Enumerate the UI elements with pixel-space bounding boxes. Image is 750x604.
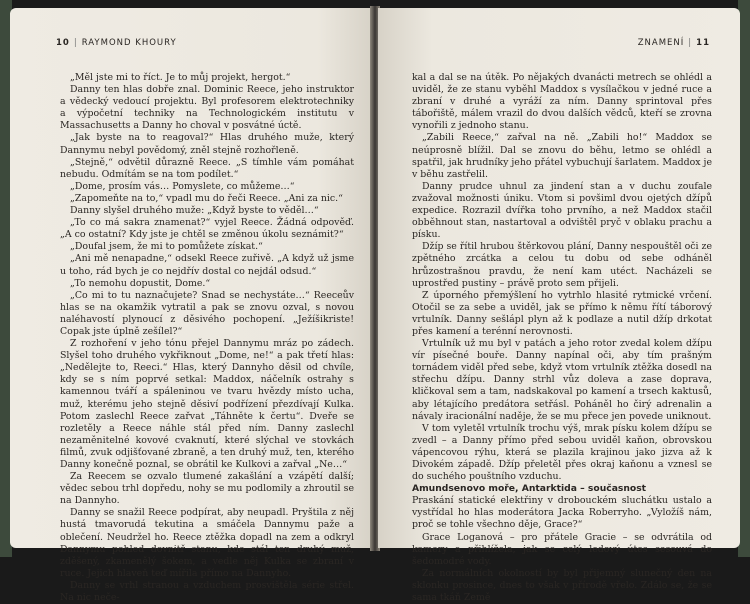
paragraph: Za Reecem se ozvalo tlumené zakašlání a vzápětí další; vědec sebou trhl dopředu, nohy se mu podlomily a zhroutil se na Dannyho. <box>60 471 354 507</box>
paragraph: Danny prudce uhnul za jindení stan a v duchu zoufale zvažoval možnosti úniku. Vtom si povšiml dvou ojetých džípů expedice. Rozrazil dvířka toho prvního, a než Maddox stačil obběhnout stan, nastartoval a odvištěl pryč v oblaku prachu a písku. <box>412 180 712 241</box>
paragraph: „Doufal jsem, že mi to pomůžete získat.“ <box>70 241 263 253</box>
running-header-title: ZNAMENÍ <box>637 38 685 48</box>
paragraph: Danny se snažil Reece podpírat, aby neupadl. Pryštila z něj hustá tmavorudá tekutina a smáčela Dannymu paže a oblečení. Neudržel ho. Reece ztěžka dopadl na zem a odkryl Dannymu pohled dovnitř stanu, kde stál ten druhý muž, zděšený, zkamenělý šokem, a vedle něj Kulka se zbraní v ruce. Jejich hlaveň teď mířila přímo na Dannyho. <box>60 507 354 579</box>
page-number: 10 <box>56 38 70 48</box>
paragraph: Danny slyšel druhého muže: „Když byste to věděl…“ <box>70 205 319 217</box>
paragraph: Z úporného přemýšlení ho vytrhlo hlasité rytmické vrčení. Otočil se za sebe a uviděl, jak se přímo k němu řítí táborový vrtulník. Danny sešlápl plyn až k podlaze a nutil džíp drkotat přes kamení a terénní nerovnosti. <box>412 289 712 337</box>
paragraph: „Stejně,“ odvětil důrazně Reece. „S tímhle vám pomáhat nebudu. Odmítám se na tom podílet.“ <box>60 156 354 180</box>
paragraph: Danny se vrhl stranou a vzduchem prosvištěla série střel. Na nic neče- <box>60 579 354 604</box>
page-number: 11 <box>696 38 710 48</box>
paragraph: Danny ten hlas dobře znal. Dominic Reece, jeho instruktor a vědecký vedoucí projektu. Byl profesorem elektrotechniky a výpočetní techniky na Technologickém institutu v Massachusetts a Danny ho choval v posvátné úctě. <box>60 84 354 132</box>
paragraph: „To co má sakra znamenat?“ vyjel Reece. Žádná odpověď. „A co ostatní? Kdy jste je chtěl se změnou úkolu seznámit?“ <box>60 217 354 241</box>
header-separator: | <box>688 38 693 48</box>
paragraph: V tom vyletěl vrtulník trochu výš, mrak písku kolem džípu se zvedl – a Danny přímo před sebou uviděl kaňon, obrovskou vápencovou rýhu, která se plazila krajinou jako jizva až k Divokém západě. Džíp přeletěl přes okraj kaňonu a vznesl se do suchého pouštního vzduchu. <box>412 422 712 483</box>
paragraph: „Zapomeňte na to,“ vpadl mu do řeči Reece. „Ani za nic.“ <box>70 192 343 204</box>
paragraph: Vrtulník už mu byl v patách a jeho rotor zvedal kolem džípu vír písečné bouře. Danny napínal oči, aby tím prašným tornádem viděl před sebe, když vtom vrtulník ztěžka dosedl na střechu džípu. Danny strhl vůz doleva a zase doprava, kličkoval sem a tam, nadskakoval po kamení a trsech kaktusů, aby létajícího predátora setřásl. Poháněl ho čirý adrenalin a návaly iracionální naděje, že se mu přece jen povede uniknout. <box>412 338 712 422</box>
paragraph: Grace Loganová – pro přátele Gracie – se odvrátila od kamery a přihlížela, jak se celý ledový útes sesouvá do šedomodré vody. <box>412 531 712 567</box>
paragraph: Z rozhoření v jeho tónu přejel Dannymu mráz po zádech. Slyšel toho druhého vykřiknout „Dome, ne!“ a pak třetí hlas: „Nedělejte to, Reeci.“ Hlas, který Dannyho děsil od chvíle, kdy se s ním poprvé setkal: Maddox, náčelník ostrahy s kamennou tváří a spáleninou ve tvaru hvězdy místo ucha, muž, kterému jeho stejně děsiví podřízení přezdívají Kulka. Potom zaslechl Reece zařvat „Táhněte k čertu“. Dveře se rozletěly a Reece náhle stál před ním. Danny zaslechl nezaměnitelné kovové cvaknutí, které slýchal ve stovkách filmů, zvuk odjišťované zbraně, a ten druhý muž, ten, kterého Danny konečně poznal, se obrátil ke Kulkovi a zařval „Ne…“ <box>60 338 354 470</box>
right-page <box>378 8 740 604</box>
paragraph: Za normálních okolností by byl přijemný slunečný den na sklonku prosince, dnes to však v přírodě vřelo. Zdálo se, že se sama tkáň Země <box>412 567 712 604</box>
paragraph: „Zabili Reece,“ zařval na ně. „Zabili ho!“ Maddox se neúprosně blížil. Dal se znovu do běhu, letmo se ohlédl a spatřil, jak hrudníky jeho přátel vybuchují šarlatem. Maddox je v běhu zastřelil. <box>412 132 712 180</box>
section-heading: Amundsenovo moře, Antarktida – současnost <box>412 483 647 495</box>
right-paragraphs-after <box>412 495 712 604</box>
paragraph: „Dome, prosím vás… Pomyslete, co můžeme…“ <box>70 180 295 192</box>
left-body-text <box>60 72 354 604</box>
right-paragraphs-before <box>412 72 712 483</box>
paragraph: Praskání statické elektřiny v drobouckém sluchátku ustalo a vystřídal ho hlas moderátora Jacka Roberryho. „Vyložíš nám, proč se tohle všechno děje, Grace?“ <box>412 495 712 531</box>
left-page <box>10 8 372 604</box>
right-running-header <box>638 38 710 48</box>
left-running-header <box>56 38 177 48</box>
paragraph: „Jak byste na to reagoval?“ Hlas druhého muže, který Dannymu nebyl povědomý, zněl stejně rozhořleně. <box>60 132 354 156</box>
running-header-title: RAYMOND KHOURY <box>81 38 177 48</box>
header-separator: | <box>73 38 78 48</box>
paragraph: kal a dal se na útěk. Po nějakých dvanácti metrech se ohlédl a uviděl, že ze stanu vyběhl Maddox s vysílačkou v jedné ruce a zbraní v druhé a vyráží za ním. Danny sprintoval přes tábořiště, málem vrazil do dvou dalších vědců, kteří se zrovna vynořili z jednoho stanu. <box>412 72 712 132</box>
right-body-text <box>412 72 712 604</box>
paragraph: „Co mi to tu naznačujete? Snad se nechystáte…“ Reeceův hlas se na okamžik vytratil a pak se znovu ozval, s novou naléhavostí plynoucí z děsivého pochopení. „Ježíšikriste! Copak jste úplně zešílel?“ <box>60 289 354 337</box>
paragraph: „To nemohu dopustit, Dome.“ <box>70 277 211 289</box>
paragraph: „Měl jste mi to říct. Je to můj projekt, hergot.“ <box>70 72 291 83</box>
paragraph: „Ani mě nenapadne,“ odsekl Reece zuřivě. „A když už jsme u toho, rád bych je co nejdřív dostal co nejdál odsud.“ <box>60 253 354 277</box>
paragraph: Džíp se řítil hrubou štěrkovou plání, Danny nespouštěl oči ze zpětného zrcátka a celou tu dobu od sebe odháněl hrůzostrašnou pravdu, že není kam utéct. Nacházeli se uprostřed pustiny – právě proto sem přijeli. <box>412 241 712 289</box>
